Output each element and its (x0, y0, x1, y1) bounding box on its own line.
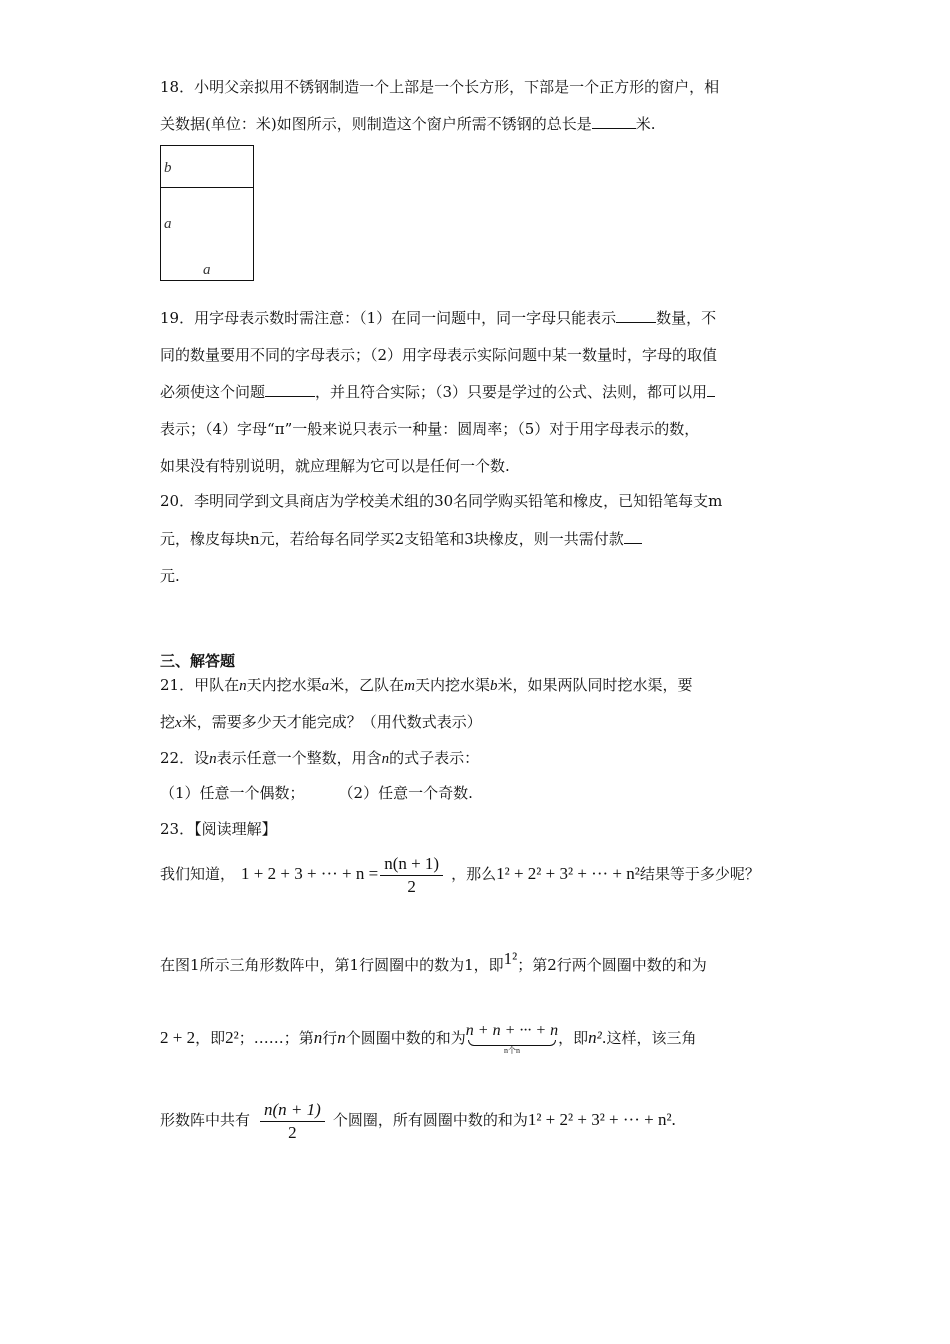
q21-var-n: n (239, 678, 247, 694)
q22-t1: 22．设 (160, 749, 210, 767)
q21-var-b: b (489, 678, 498, 694)
q23-two-squared: 2² (225, 1028, 239, 1047)
q23-fraction-2 (260, 1099, 325, 1144)
q22-line2 (160, 782, 473, 804)
q23-frac2-den: 2 (288, 1122, 297, 1142)
q19-text-1a: 19．用字母表示数时需注意：（1）在同一问题中，同一字母只能表示 (160, 309, 617, 327)
q18-line1: 18．小明父亲拟用不锈钢制造一个上部是一个长方形，下部是一个正方形的窗户，相 (160, 78, 720, 96)
label-a-bottom: a (203, 262, 211, 278)
q19-text-3a: 必须使这个问题 (160, 383, 266, 401)
q23-t3e: ，即 (558, 1029, 589, 1047)
q23-square-expr: 1² + 2² + 3² + ··· + n² (496, 864, 640, 883)
q23-square-expr-2: 1² + 2² + 3² + ··· + n². (527, 1110, 676, 1129)
q19-line4: 表示；（4）字母“π”一般来说只表示一种量：圆周率；（5）对于用字母表示的数， (160, 420, 700, 438)
q19-blank-2[interactable] (265, 381, 315, 397)
q21-t3: 米，乙队在 (329, 676, 405, 694)
q23-t3a: ，即 (195, 1029, 226, 1047)
q23-n-squared: n² (588, 1028, 602, 1047)
q20-text-2: 元，橡皮每块n元，若给每名同学买2支铅笔和3块橡皮，则一共需付款 (160, 530, 624, 548)
q19-blank-3[interactable] (707, 381, 715, 397)
q21-t1: 21．甲队在 (160, 676, 240, 694)
q20-line2 (160, 528, 642, 550)
q23-fraction (380, 853, 443, 898)
q23-frac-num: n(n + 1) (380, 853, 443, 876)
q23-t3d: 个圆圈中数的和为 (345, 1029, 466, 1047)
q23-title: 23．【阅读理解】 (160, 820, 277, 838)
q23-t3c: 行 (322, 1029, 338, 1047)
q19-line1 (160, 307, 716, 329)
q23-t2a: 在图1所示三角形数阵中，第1行圆圈中的数为1，即 (160, 956, 504, 974)
q23-t3f: .这样，该三角 (601, 1029, 697, 1047)
q18-line2 (160, 113, 656, 135)
q20-answer-blank[interactable] (624, 528, 642, 544)
q19-line3 (160, 381, 715, 403)
q23-line2 (160, 948, 707, 976)
q23-t1a: 我们知道， (160, 865, 236, 883)
q23-t4a: 形数阵中共有 (160, 1111, 251, 1129)
q23-frac2-num: n(n + 1) (260, 1099, 325, 1122)
section-title: 三、解答题 (160, 652, 236, 670)
q22-t3: 的式子表示： (389, 749, 480, 767)
q23-t3b: ；……；第 (238, 1029, 314, 1047)
q21-var-x: x (175, 715, 182, 731)
q23-brace-sub: n个n (503, 1046, 520, 1055)
q22-sub1: （1）任意一个偶数； (160, 784, 305, 802)
q23-t4b: 个圆圈，所有圆圈中数的和为 (332, 1111, 528, 1129)
q23-two-plus-two: 2 + 2 (160, 1028, 196, 1047)
q21-t4: 天内挖水渠 (414, 676, 490, 694)
q18-text-c: 如图所示，则制造这个窗户所需不锈钢的总长是 (276, 115, 592, 133)
q23-var-n2: n (337, 1028, 346, 1047)
q19-line5: 如果没有特别说明，就应理解为它可以是任何一个数. (160, 457, 510, 475)
q19-blank-1[interactable] (616, 307, 656, 323)
q23-var-n1: n (313, 1028, 323, 1047)
q23-one-squared: 1² (503, 949, 518, 968)
q20-line3: 元. (160, 567, 180, 585)
q19-line2: 同的数量要用不同的字母表示；（2）用字母表示实际问题中某一数量时，字母的取值 (160, 346, 718, 364)
q18-text-a: 关数据 (160, 115, 206, 133)
q23-t1c: 结果等于多少呢？ (639, 865, 760, 883)
q22-t2: 表示任意一个整数，用含 (216, 749, 382, 767)
q18-answer-blank[interactable] (592, 113, 636, 129)
q23-underbrace (466, 1022, 558, 1056)
q21-t6: 挖 (160, 713, 176, 731)
q23-t1b: ，那么 (451, 865, 497, 883)
q21-line1 (160, 674, 693, 697)
q21-var-a: a (321, 678, 330, 694)
window-figure (160, 145, 254, 281)
q23-line4 (160, 1098, 676, 1144)
q22-var-n1: n (209, 751, 217, 767)
q19-text-1b: 数量，不 (656, 309, 717, 327)
q19-text-3b: ，并且符合实际；（3）只要是学过的公式、法则，都可以用 (315, 383, 708, 401)
q21-line2 (160, 711, 482, 734)
q22-var-n2: n (381, 751, 390, 767)
q18-text-d: 米. (635, 115, 656, 133)
label-b: b (164, 160, 172, 176)
q23-t2b: ；第2行两个圆圈中数的和为 (517, 956, 707, 974)
q21-t7: 米，需要多少天才能完成？（用代数式表示） (181, 713, 482, 731)
window-divider (161, 187, 253, 188)
q21-t2: 天内挖水渠 (246, 676, 322, 694)
q23-sum-expr: 1 + 2 + 3 + ··· + n = (241, 864, 379, 883)
q20-line1: 20．李明同学到文具商店为学校美术组的30名同学购买铅笔和橡皮，已知铅笔每支m (160, 492, 723, 510)
q22-line1 (160, 747, 479, 770)
q21-var-m: m (404, 678, 415, 694)
q18-text-b: (单位：米) (205, 115, 277, 133)
q23-frac-den: 2 (407, 876, 416, 896)
q23-brace-expr: n + n + ··· + n (465, 1022, 559, 1039)
q23-line1 (160, 852, 760, 898)
q23-line3 (160, 1020, 697, 1056)
label-a-left: a (164, 216, 172, 232)
q21-t5: 米，如果两队同时挖水渠，要 (497, 676, 693, 694)
q22-sub2: （2）任意一个奇数. (338, 784, 473, 802)
